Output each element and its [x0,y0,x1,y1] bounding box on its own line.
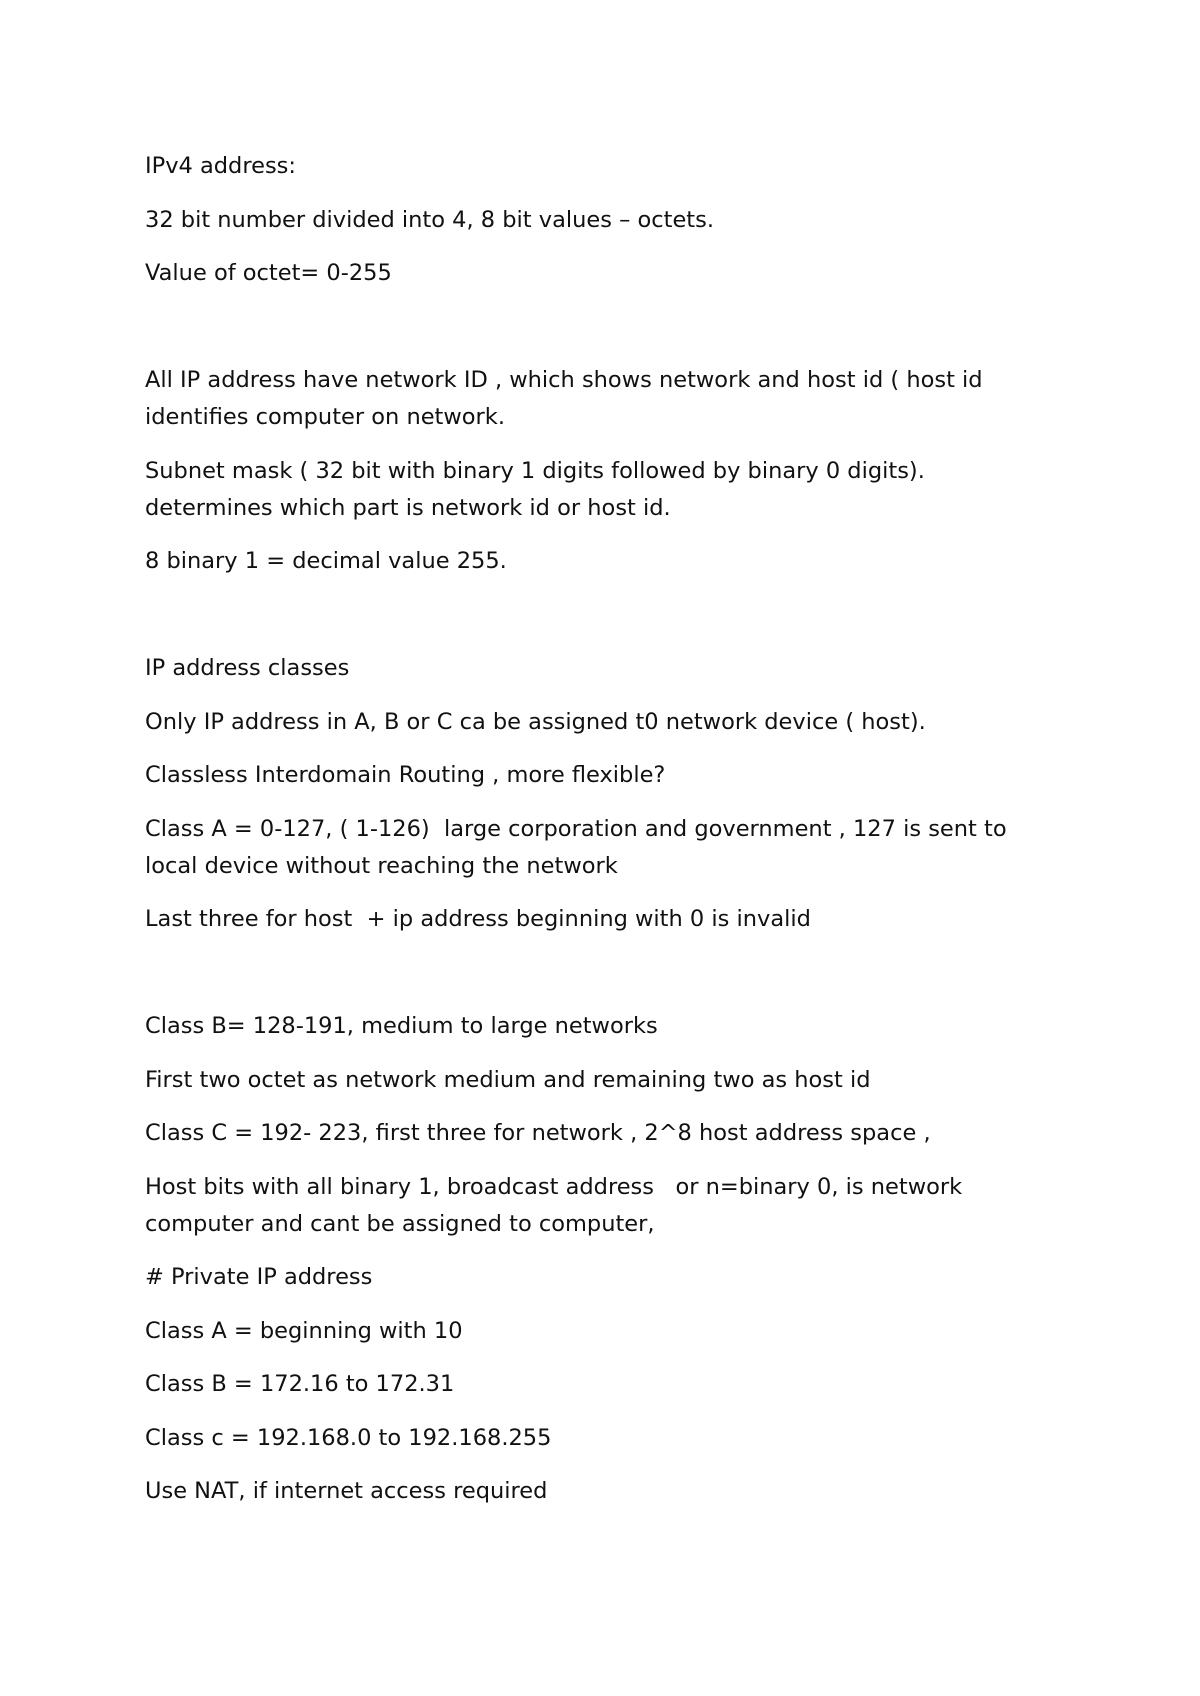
paragraph-cidr: Classless Interdomain Routing , more flexible? [145,762,666,788]
paragraph-first-two-octet: First two octet as network medium and remaining two as host id [145,1066,871,1093]
paragraph-octets: 32 bit number divided into 4, 8 bit values – octets. [145,206,714,233]
paragraph-binary-255: 8 binary 1 = decimal value 255. [145,548,507,574]
paragraph-private-class-a: Class A = beginning with 10 [145,1317,463,1344]
blank-line [145,955,1045,992]
paragraph-class-b: Class B= 128-191, medium to large networks [145,1013,658,1039]
paragraph-class-a: Class A = 0-127, ( 1-126) large corporation and government , 127 is sent to local device without reaching the network [145,815,1014,879]
document-body [145,148,1045,1527]
paragraph-assignable-classes: Only IP address in A, B or C ca be assigned t0 network device ( host). [145,708,926,735]
paragraph-use-nat: Use NAT, if internet access required [145,1478,548,1504]
paragraph-private-class-c: Class c = 192.168.0 to 192.168.255 [145,1424,552,1451]
paragraph-octet-value: Value of octet= 0-255 [145,260,392,286]
blank-line [145,309,1045,346]
heading-ip-address-classes: IP address classes [145,655,350,681]
paragraph-private-class-b: Class B = 172.16 to 172.31 [145,1371,455,1397]
heading-ipv4-address: IPv4 address: [145,153,296,179]
paragraph-subnet-mask: Subnet mask ( 32 bit with binary 1 digits followed by binary 0 digits). determines which part is network id or host id. [145,457,932,521]
paragraph-class-c: Class C = 192- 223, first three for network , 2^8 host address space , [145,1120,931,1146]
paragraph-last-three-host: Last three for host + ip address beginning with 0 is invalid [145,906,811,932]
blank-line [145,597,1045,634]
paragraph-host-bits: Host bits with all binary 1, broadcast address or n=binary 0, is network computer and cant be assigned to computer, [145,1173,970,1237]
heading-private-ip: # Private IP address [145,1264,373,1290]
paragraph-network-id: All IP address have network ID , which shows network and host id ( host id identifies computer on network. [145,367,990,430]
